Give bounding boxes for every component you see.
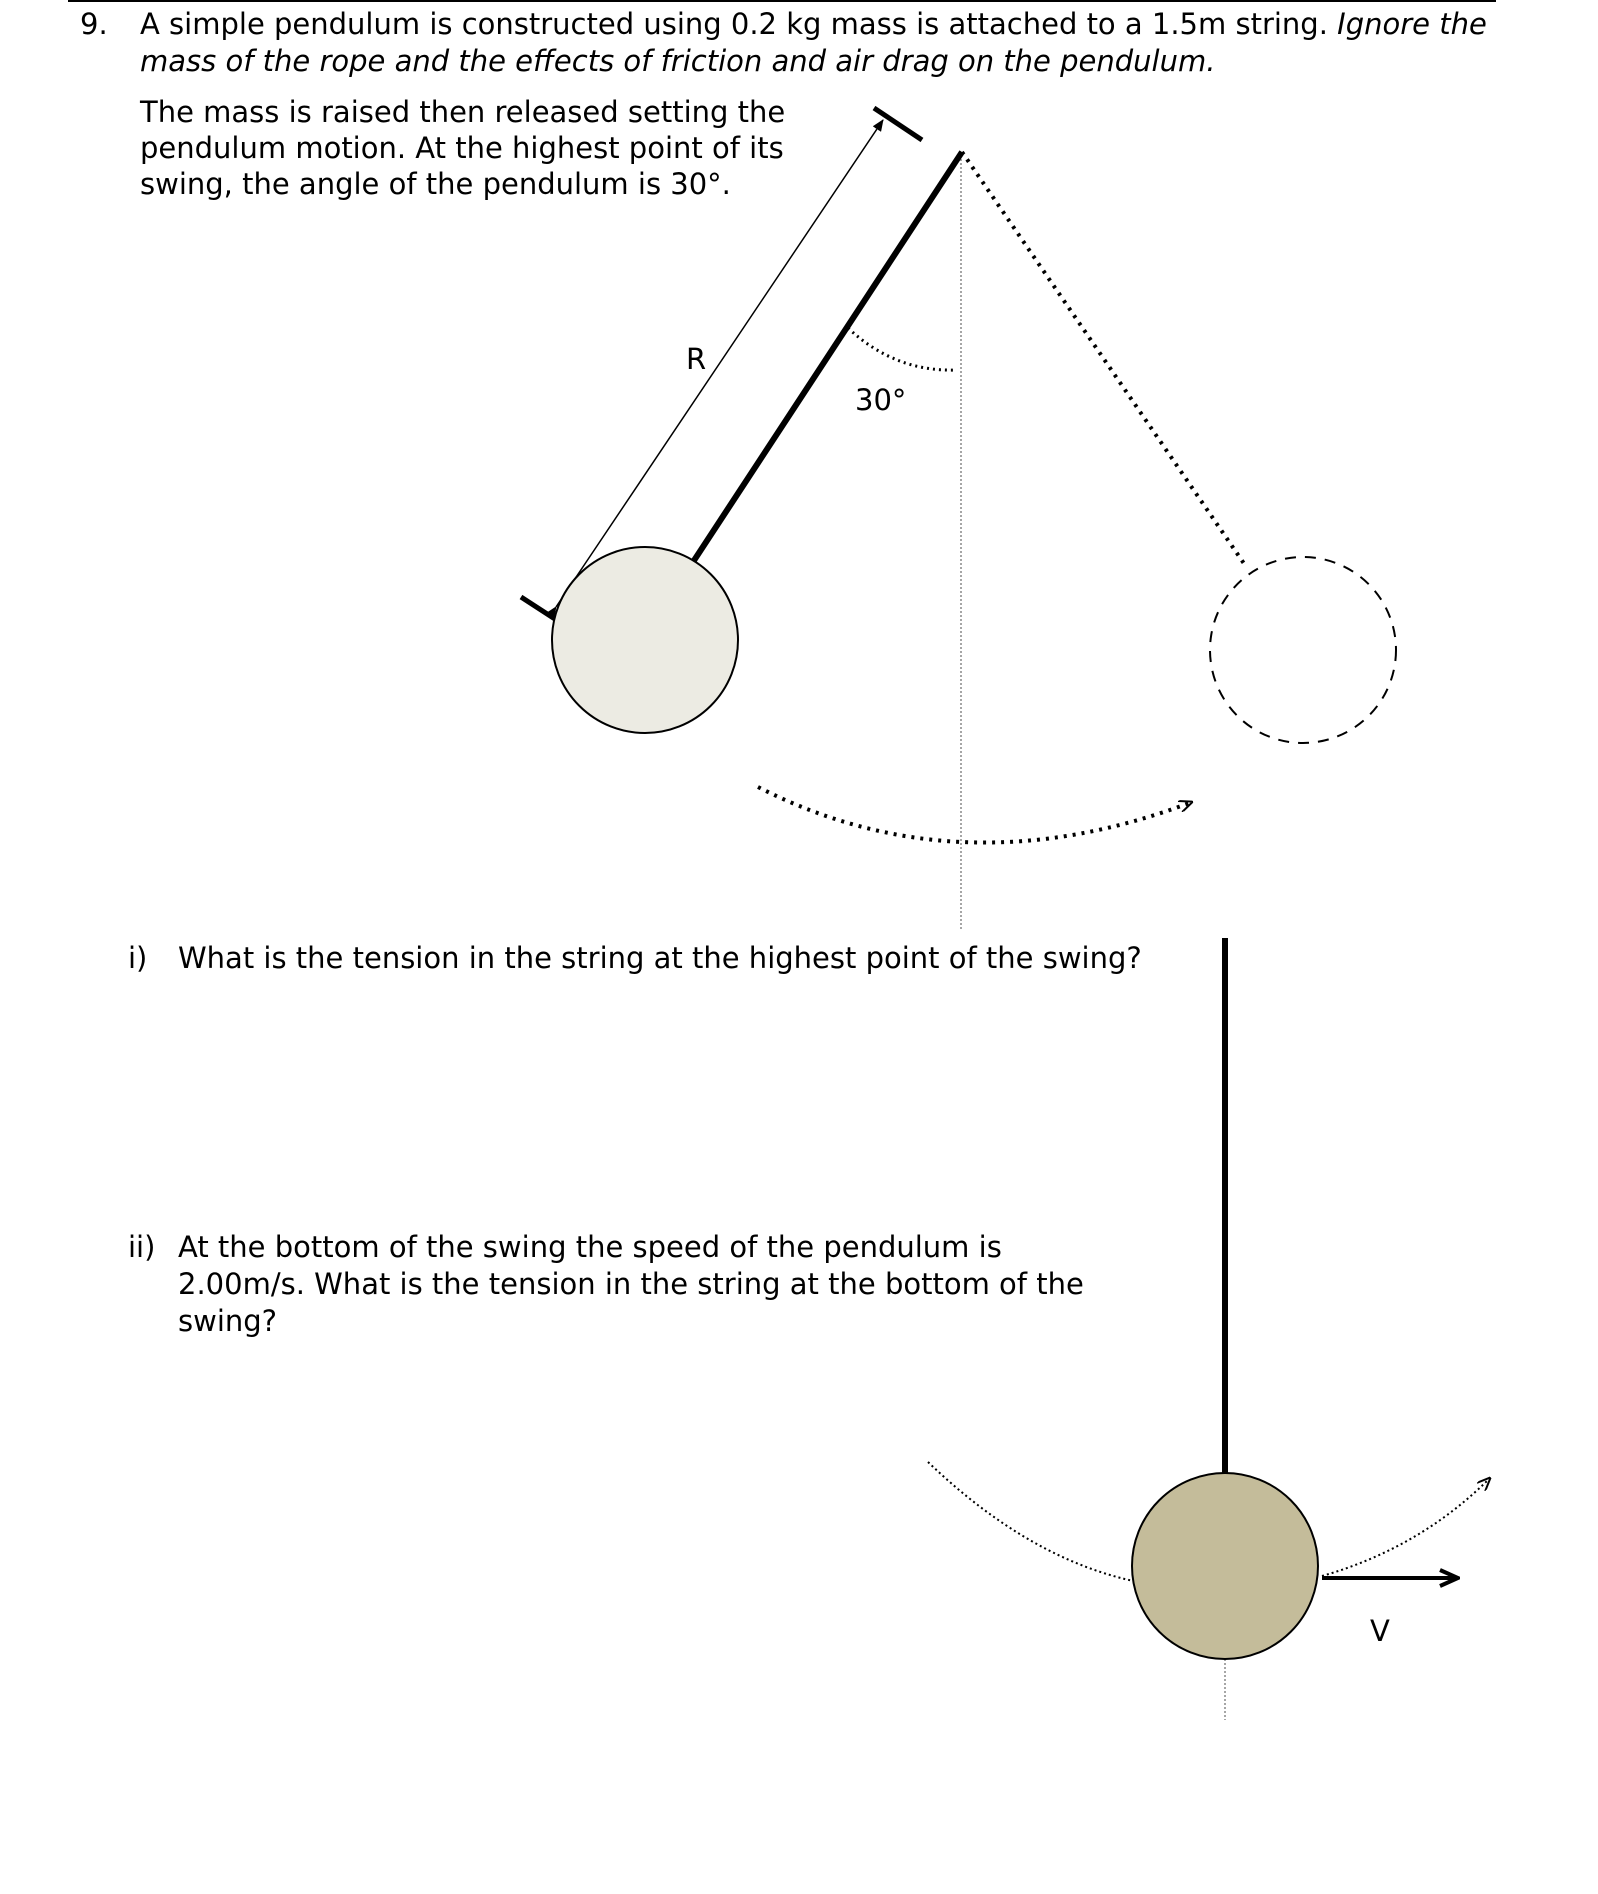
pendulum-bob-raised bbox=[552, 547, 738, 733]
pendulum-bob-bottom bbox=[1132, 1473, 1318, 1659]
mirrored-string-dotted bbox=[962, 152, 1245, 565]
pendulum-string bbox=[693, 152, 962, 562]
part-ii-label: ii) bbox=[128, 1230, 156, 1264]
swing-path-right-arrow bbox=[1322, 1478, 1490, 1576]
question-number: 9. bbox=[80, 7, 108, 41]
setup-paragraph: The mass is raised then released setting the pendulum motion. At the highest point of its swing, the angle of the pendulum is 30°. bbox=[140, 95, 786, 201]
dimension-tick-bottom bbox=[521, 597, 558, 621]
pendulum-bob-ghost bbox=[1210, 557, 1396, 743]
velocity-label: V bbox=[1370, 1614, 1390, 1648]
length-dimension-arrow bbox=[556, 120, 883, 607]
length-label: R bbox=[686, 342, 707, 376]
part-i-text: What is the tension in the string at the highest point of the swing? bbox=[178, 941, 1142, 975]
angle-label: 30° bbox=[855, 383, 907, 417]
question-intro-text: A simple pendulum is constructed using 0.2 kg mass is attached to a 1.5m string. bbox=[140, 7, 1328, 41]
question-intro-italic: Ignore the mass of the rope and the effects of friction and air drag on the pendulum. bbox=[140, 7, 1487, 78]
swing-path-left bbox=[928, 1462, 1138, 1582]
swing-path-arrow bbox=[758, 787, 1192, 843]
part-i-label: i) bbox=[128, 941, 148, 975]
part-ii-text: At the bottom of the swing the speed of the pendulum is 2.00m/s. What is the tension in the string at the bottom of the swing? bbox=[178, 1230, 1084, 1338]
angle-arc bbox=[848, 328, 956, 370]
